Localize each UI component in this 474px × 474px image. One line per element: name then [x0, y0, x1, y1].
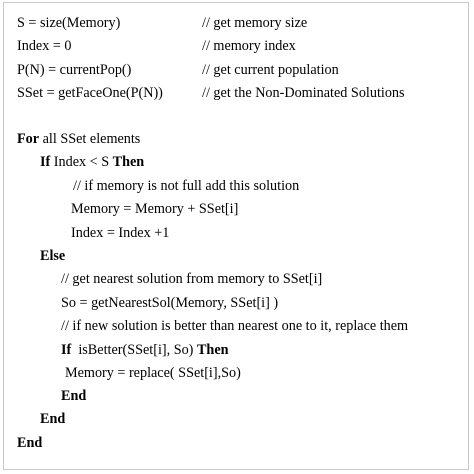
end-line-middle — [40, 410, 65, 428]
keyword-end-1: End — [61, 388, 87, 404]
comment-memory-not-full: // if memory is not full add this solution — [73, 178, 300, 194]
keyword-then-2: Then — [196, 342, 229, 358]
header-line-2-code: Index = 0 — [17, 38, 72, 54]
header-line-1-comment: // get memory size — [202, 15, 308, 31]
keyword-then-1: Then — [112, 154, 145, 170]
comment-nearest-solution: // get nearest solution from memory to SSet[i] — [61, 271, 323, 287]
comment-replace: // if new solution is better than nearest one to it, replace them — [61, 318, 409, 334]
keyword-end-3: End — [17, 435, 43, 451]
else-line — [40, 247, 65, 265]
header-line-3-comment: // get current population — [202, 62, 339, 78]
header-line-1-code: S = size(Memory) — [17, 15, 121, 31]
end-line-outer — [17, 434, 42, 452]
end-line-inner — [61, 387, 86, 405]
if-line-1 — [40, 153, 144, 171]
header-line-4-comment: // get the Non-Dominated Solutions — [202, 85, 405, 101]
header-line-3-code: P(N) = currentPop() — [17, 62, 132, 78]
if-line-2 — [61, 341, 229, 359]
nearest-sol-line: So = getNearestSol(Memory, SSet[i] ) — [61, 295, 279, 311]
replace-line: Memory = replace( SSet[i],So) — [65, 365, 241, 381]
for-line — [17, 130, 140, 148]
keyword-for: For — [17, 131, 40, 147]
memory-add-line: Memory = Memory + SSet[i] — [71, 201, 239, 217]
header-line-2-comment: // memory index — [202, 38, 296, 54]
header-line-4-code: SSet = getFaceOne(P(N)) — [17, 85, 163, 101]
if-line-2-text: isBetter(SSet[i], So) — [71, 342, 197, 358]
if-line-1-text: Index < S — [50, 154, 113, 170]
keyword-end-2: End — [40, 411, 66, 427]
for-line-text: all SSet elements — [39, 131, 141, 147]
keyword-else: Else — [40, 248, 66, 264]
keyword-if-2: If — [61, 342, 72, 358]
index-increment-line: Index = Index +1 — [71, 225, 170, 241]
keyword-if-1: If — [40, 154, 51, 170]
